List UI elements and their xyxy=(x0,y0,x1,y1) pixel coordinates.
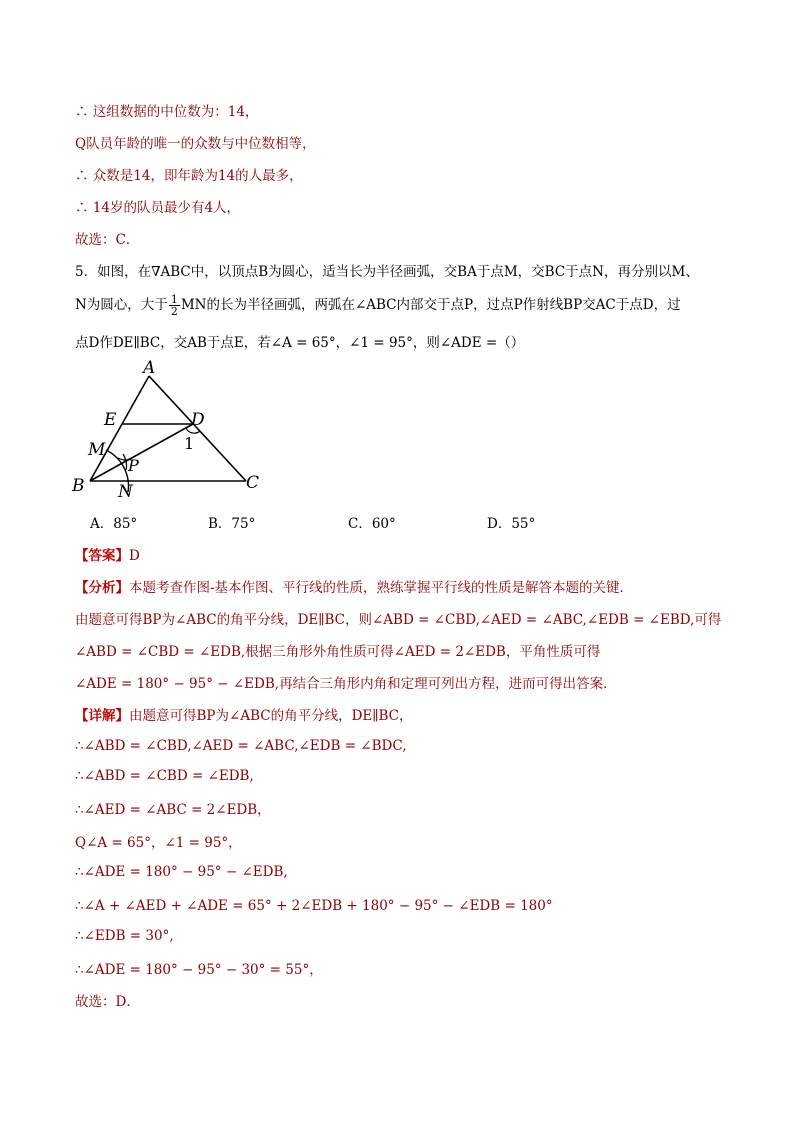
question-line-3: 点D作DE∥BC，交AB于点E，若∠A = 65°，∠1 = 95°，则∠ADE =（） xyxy=(75,335,525,351)
detail-line-5: Q∠A = 65°，∠1 = 95°， xyxy=(75,835,242,851)
label-angle-1: 1 xyxy=(184,434,195,453)
label-D: D xyxy=(191,410,205,430)
detail-text-1: 由题意可得BP为∠ABC的角平分线，DE∥BC， xyxy=(129,708,413,724)
label-E: E xyxy=(104,410,117,430)
question-line-2-post: MN的长为半径画弧，两弧在∠ABC内部交于点P，过点P作射线BP交AC于点D，过 xyxy=(180,297,681,313)
question-line-2-pre: N为圆心，大于 xyxy=(75,297,168,313)
label-N: N xyxy=(118,482,133,502)
answer-value: D xyxy=(129,548,140,564)
option-a[interactable]: A．85° xyxy=(90,516,138,532)
fraction-one-half xyxy=(169,294,180,317)
prev-solution-line-1: ∴ 这组数据的中位数为：14， xyxy=(75,104,259,120)
fraction-denominator: 2 xyxy=(170,305,178,318)
question-line-1: 5．如图，在∇ABC中，以顶点B为圆心，适当长为半径画弧，交BA于点M，交BC于点N，再分别以M、 xyxy=(75,264,699,280)
triangle-figure xyxy=(60,358,280,503)
label-B: B xyxy=(72,476,85,496)
detail-tag: 【详解】 xyxy=(75,708,129,724)
option-c[interactable]: C．60° xyxy=(348,516,396,532)
prev-solution-line-3: ∴ 众数是14，即年龄为14的人最多， xyxy=(75,168,303,184)
analysis-line-1 xyxy=(75,578,633,598)
detail-line-3: ∴∠ABD = ∠CBD = ∠EDB, xyxy=(75,768,254,784)
detail-line-8: ∴∠EDB = 30°, xyxy=(75,928,174,944)
answer-tag: 【答案】 xyxy=(75,548,129,564)
detail-line-4: ∴∠AED = ∠ABC = 2∠EDB， xyxy=(75,802,271,818)
analysis-line-4: ∠ADE = 180° − 95° − ∠EDB,再结合三角形内角和定理可列出方程，进而可得出答案． xyxy=(75,676,617,692)
option-b[interactable]: B．75° xyxy=(208,516,256,532)
label-A: A xyxy=(143,358,156,378)
answer-line xyxy=(75,546,140,566)
detail-line-9: ∴∠ADE = 180° − 95° − 30° = 55°， xyxy=(75,962,323,978)
label-C: C xyxy=(246,473,260,493)
detail-line-2: ∴∠ABD = ∠CBD,∠AED = ∠ABC,∠EDB = ∠BDC, xyxy=(75,738,407,754)
prev-solution-line-4: ∴ 14岁的队员最少有4人， xyxy=(75,200,241,216)
question-line-2 xyxy=(75,294,681,317)
analysis-text-1: 本题考查作图-基本作图、平行线的性质，熟练掌握平行线的性质是解答本题的关键． xyxy=(129,580,634,596)
analysis-line-2: 由题意可得BP为∠ABC的角平分线，DE∥BC，则∠ABD = ∠CBD,∠AED = ∠ABC,∠EDB = ∠EBD,可得 xyxy=(75,612,722,628)
detail-line-10: 故选：D． xyxy=(75,994,140,1010)
option-d[interactable]: D．55° xyxy=(487,516,536,532)
detail-line-1 xyxy=(75,706,412,726)
analysis-tag: 【分析】 xyxy=(75,580,129,596)
prev-solution-line-5: 故选：C． xyxy=(75,232,140,248)
fraction-numerator: 1 xyxy=(170,293,178,306)
prev-solution-line-2: Q队员年龄的唯一的众数与中位数相等， xyxy=(75,136,316,152)
analysis-line-3: ∠ABD = ∠CBD = ∠EDB,根据三角形外角性质可得∠AED = 2∠EDB，平角性质可得 xyxy=(75,644,601,660)
label-M: M xyxy=(88,440,106,460)
detail-line-6: ∴∠ADE = 180° − 95° − ∠EDB, xyxy=(75,864,288,880)
label-P: P xyxy=(128,456,139,475)
detail-line-7: ∴∠A + ∠AED + ∠ADE = 65° + 2∠EDB + 180° − 95° − ∠EDB = 180° xyxy=(75,898,553,914)
